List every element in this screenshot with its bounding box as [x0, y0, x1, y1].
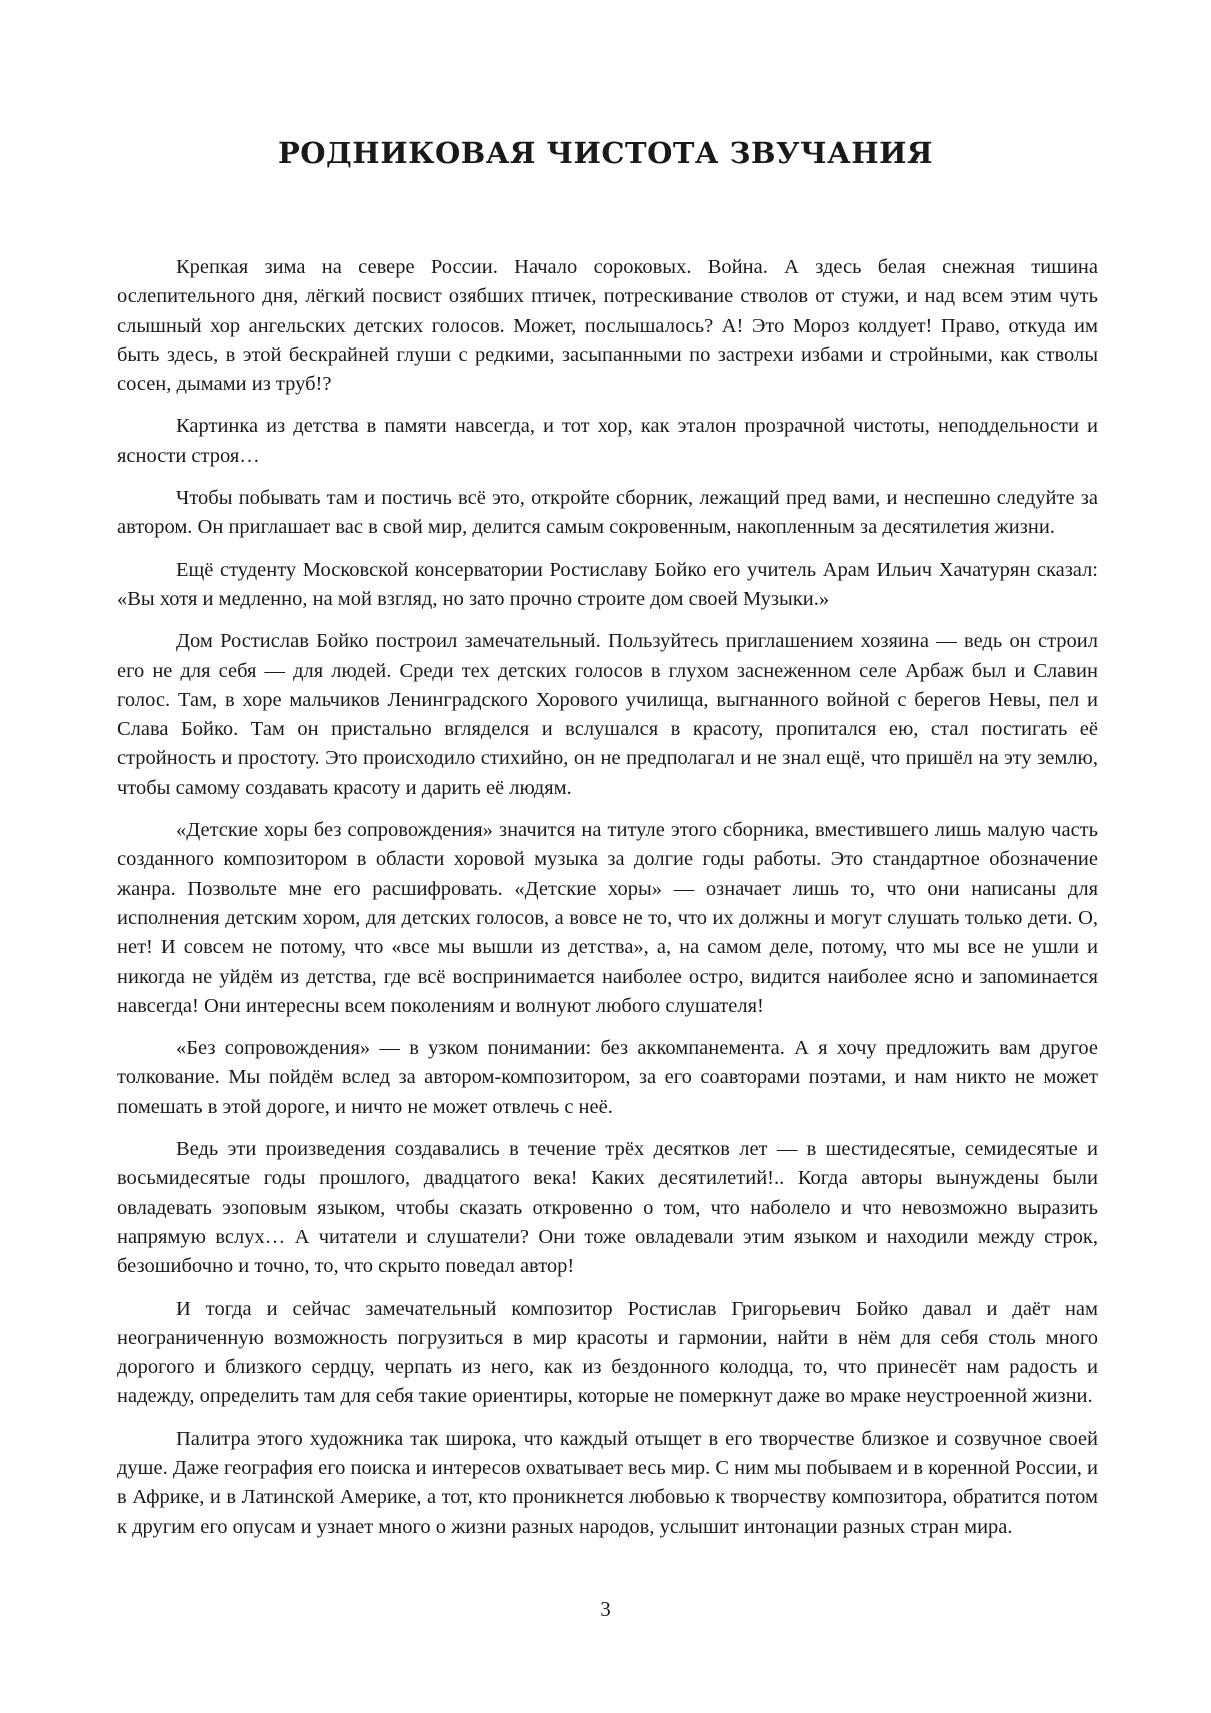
paragraph-2: Картинка из детства в памяти навсегда, и тот хор, как эталон прозрачной чистоты, неподдельности и ясности строя…	[117, 415, 1098, 467]
paragraph-10: Палитра этого художника так широка, что каждый отыщет в его творчестве близкое и созвучное своей душе. Даже география его поиска и интересов охватывает весь мир. С ним мы побываем и в коренной России, и в Африке, и в Латинской Америке, а тот, кто проникнется любовью к творчеству композитора, обратится потом к другим его опусам и узнает много о жизни разных народов, услышит интонации разных стран мира.	[117, 1427, 1098, 1538]
paragraph-3: Чтобы побывать там и постичь всё это, откройте сборник, лежащий пред вами, и неспешно следуйте за автором. Он приглашает вас в свой мир, делится самым сокровенным, накопленным за десятилетия жизни.	[117, 487, 1098, 539]
paragraph-5: Дом Ростислав Бойко построил замечательный. Пользуйтесь приглашением хозяина — ведь он строил его не для себя — для людей. Среди тех детских голосов в глухом заснеженном селе Арбаж был и Славин голос. Там, в хоре мальчиков Ленинградского Хорового училища, выгнанного войной с берегов Невы, пел и Слава Бойко. Там он пристально вгляделся и вслушался в красоту, пропитался ею, стал постигать её стройность и простоту. Это происходило стихийно, он не предполагал и не знал ещё, что пришёл на эту землю, чтобы самому создавать красоту и дарить её людям.	[117, 630, 1098, 799]
page-number: 3	[600, 1597, 611, 1621]
paragraph-9: И тогда и сейчас замечательный композитор Ростислав Григорьевич Бойко давал и даёт нам неограниченную возможность погрузиться в мир красоты и гармонии, найти в нём для себя столь много дорогого и близкого сердцу, черпать из него, как из бездонного колодца, то, что принесёт нам радость и надежду, определить там для себя такие ориентиры, которые не померкнут даже во мраке неустроенной жизни.	[117, 1297, 1098, 1408]
paragraph-4: Ещё студенту Московской консерватории Ростиславу Бойко его учитель Арам Ильич Хачатурян сказал: «Вы хотя и медленно, на мой взгляд, но зато прочно строите дом своей Музыки.»	[117, 558, 1098, 610]
paragraph-7: «Без сопровождения» — в узком понимании: без аккомпанемента. А я хочу предложить вам другое толкование. Мы пойдём вслед за автором-композитором, за его соавторами поэтами, и нам никто не может помешать в этой дороге, и ничто не может отвлечь с неё.	[117, 1037, 1098, 1118]
page-title: РОДНИКОВАЯ ЧИСТОТА ЗВУЧАНИЯ	[277, 136, 934, 170]
article-body	[117, 253, 1098, 1555]
paragraph-6: «Детские хоры без сопровождения» значится на титуле этого сборника, вместившего лишь малую часть созданного композитором в области хоровой музыка за долгие годы работы. Это стандартное обозначение жанра. Позвольте мне его расшифровать. «Детские хоры» — означает лишь то, что они написаны для исполнения детским хором, для детских голосов, а вовсе не то, что их должны и могут слушать только дети. О, нет! И совсем не потому, что «все мы вышли из детства», а, на самом деле, потому, что мы все не ушли и никогда не уйдём из детства, где всё воспринимается наиболее остро, видится наиболее ясно и запоминается навсегда! Они интересны всем поколениям и волнуют любого слушателя!	[117, 819, 1098, 1017]
paragraph-8: Ведь эти произведения создавались в течение трёх десятков лет — в шестидесятые, семидесятые и восьмидесятые годы прошлого, двадцатого века! Каких десятилетий!.. Когда авторы вынуждены были овладевать эзоповым языком, чтобы сказать откровенно о том, что наболело и что невозможно выразить напрямую вслух… А читатели и слушатели? Они тоже овладевали этим языком и находили между строк, безошибочно и точно, то, что скрыто поведал автор!	[117, 1138, 1098, 1278]
paragraph-1: Крепкая зима на севере России. Начало сороковых. Война. А здесь белая снежная тишина ослепительного дня, лёгкий посвист озябших птичек, потрескивание стволов от стужи, и над всем этим чуть слышный хор ангельских детских голосов. Может, послышалось? А! Это Мороз колдует! Право, откуда им быть здесь, в этой бескрайней глуши с редкими, засыпанными по застрехи избами и стройными, как стволы сосен, дымами из труб!?	[117, 256, 1098, 396]
